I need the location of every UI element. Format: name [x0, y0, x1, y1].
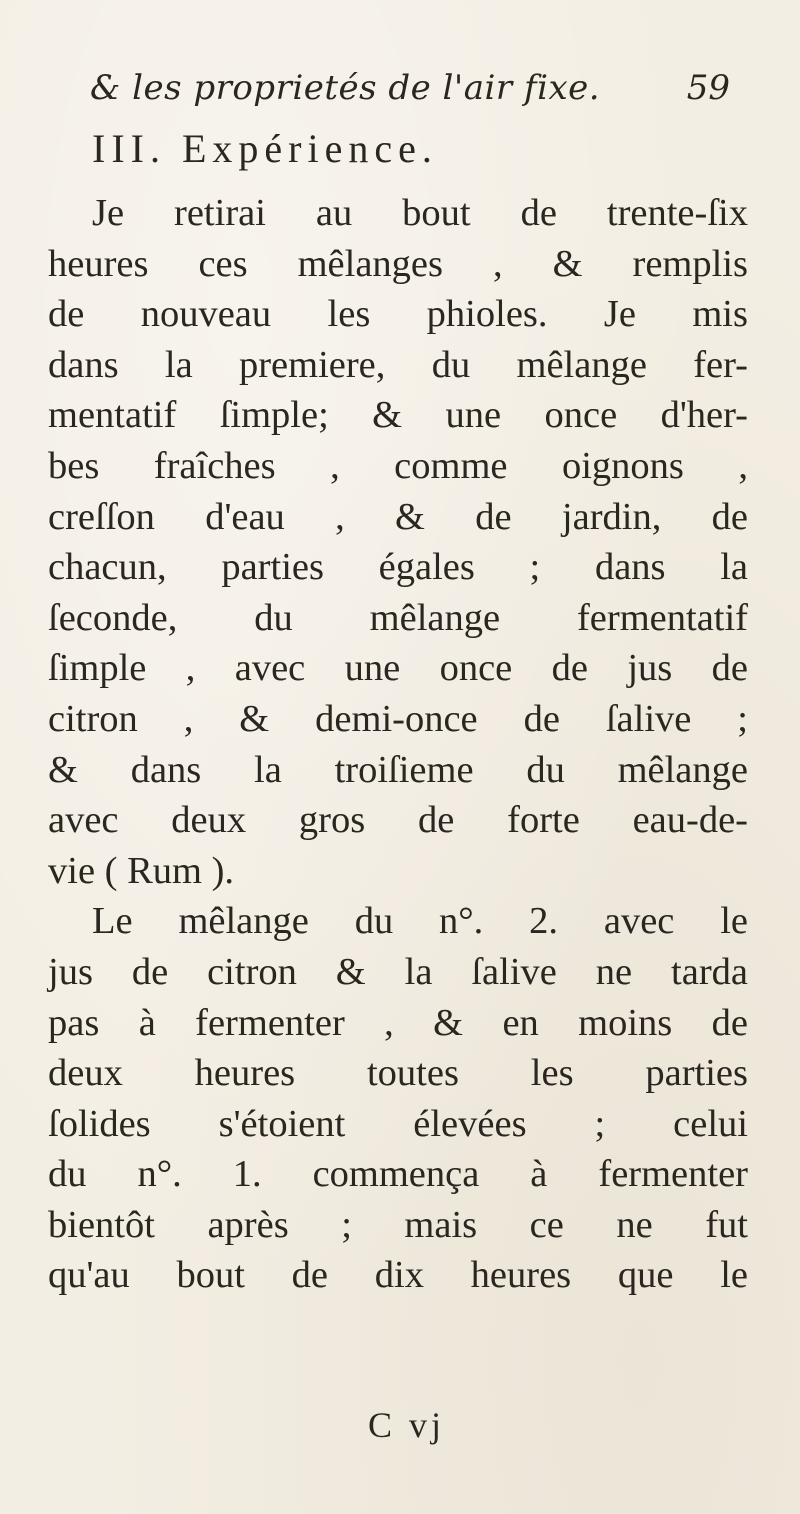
- running-head: [90, 68, 730, 118]
- text-line: bes fraîches , comme oignons ,: [48, 444, 748, 487]
- text-line: avec deux gros de forte eau-de-: [48, 799, 748, 842]
- page-number: 59: [686, 68, 730, 108]
- text-line: ſeconde, du mêlange fermentatif: [48, 596, 748, 639]
- text-line: bientôt après ; mais ce ne fut: [48, 1203, 748, 1246]
- running-title: & les proprietés de l'air fixe.: [90, 68, 601, 108]
- text-line: Je retirai au bout de trente-ſix: [92, 192, 748, 234]
- text-line: de nouveau les phioles. Je mis: [48, 293, 748, 336]
- text-line: vie ( Rum ).: [48, 849, 235, 892]
- body-text: [48, 188, 748, 1301]
- text-line: chacun, parties égales ; dans la: [48, 546, 748, 589]
- text-line: citron , & demi-once de ſalive ;: [48, 697, 748, 740]
- text-line: jus de citron & la ſalive ne tarda: [48, 950, 748, 993]
- text-line: dans la premiere, du mêlange fer-: [48, 343, 748, 386]
- text-line: mentatif ſimple; & une once d'her-: [48, 394, 748, 437]
- section-heading: III. Expérience.: [92, 126, 438, 171]
- text-line: heures ces mêlanges , & remplis: [48, 242, 748, 285]
- text-line: & dans la troiſieme du mêlange: [48, 748, 748, 791]
- text-line: creſſon d'eau , & de jardin, de: [48, 495, 748, 538]
- text-line: deux heures toutes les parties: [48, 1052, 748, 1095]
- text-line: qu'au bout de dix heures que le: [48, 1254, 748, 1297]
- catchword: C vj: [368, 1405, 446, 1445]
- text-line: pas à fermenter , & en moins de: [48, 1001, 748, 1044]
- text-line: ſimple , avec une once de jus de: [48, 647, 748, 690]
- text-line: ſolides s'étoient élevées ; celui: [48, 1102, 748, 1145]
- text-line: Le mêlange du n°. 2. avec le: [92, 900, 748, 943]
- text-line: du n°. 1. commença à fermenter: [48, 1153, 748, 1196]
